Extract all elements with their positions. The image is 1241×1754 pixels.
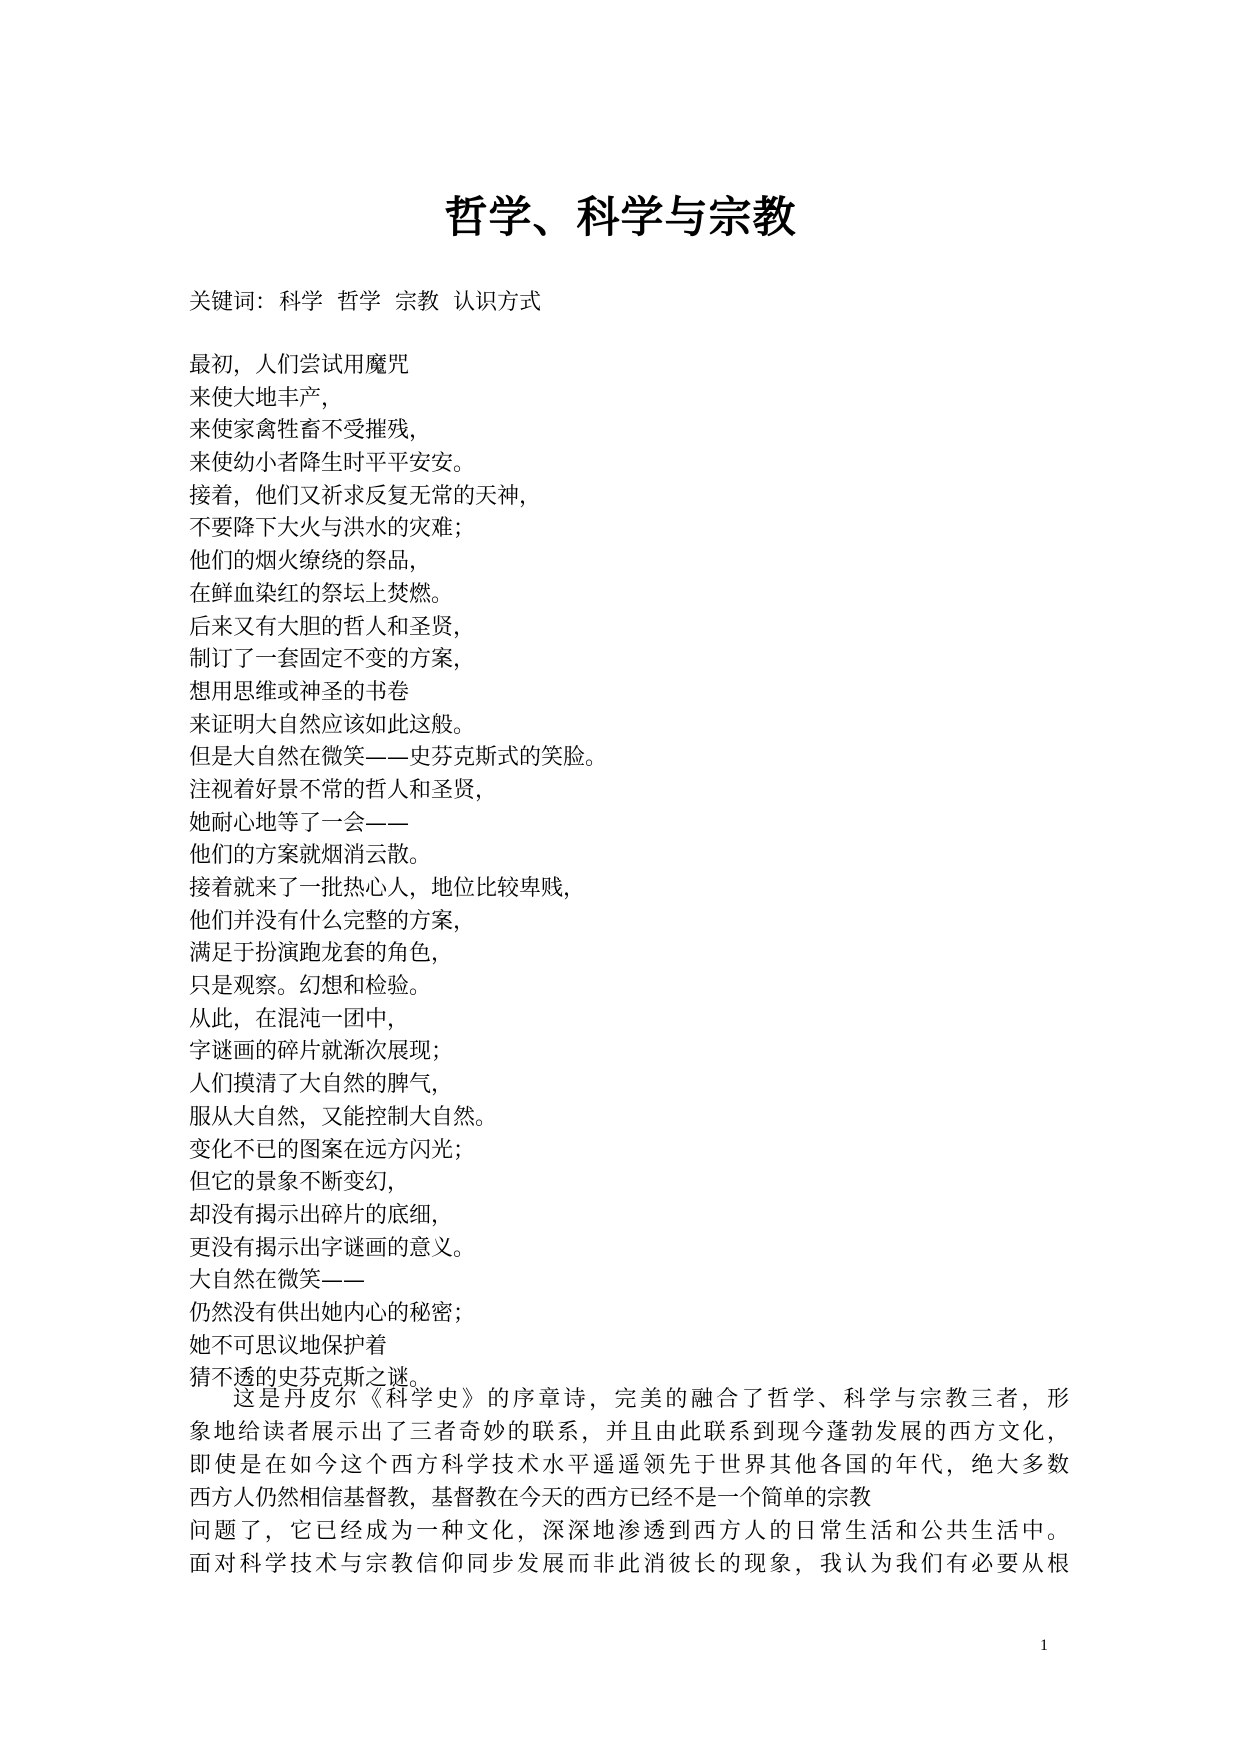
poem-line: 仍然没有供出她内心的秘密；: [189, 1300, 476, 1326]
poem-line: 在鲜血染红的祭坛上焚燃。: [189, 581, 454, 607]
keyword-item: 科学: [279, 290, 324, 315]
page-number: 1: [1040, 1637, 1048, 1654]
poem-line: 她耐心地等了一会——: [189, 810, 410, 836]
poem-line: 从此，在混沌一团中，: [189, 1006, 410, 1032]
keyword-item: 宗教: [395, 290, 440, 315]
poem-line: 变化不已的图案在远方闪光；: [189, 1137, 476, 1163]
poem-line: 制订了一套固定不变的方案，: [189, 647, 476, 673]
poem-line: 满足于扮演跑龙套的角色，: [189, 941, 454, 967]
poem-line: 来使家禽牲畜不受摧残，: [189, 418, 432, 444]
keywords-label: 关键词：: [189, 290, 278, 315]
poem-line: 服从大自然，又能控制大自然。: [189, 1104, 498, 1130]
poem-line: 但它的景象不断变幻，: [189, 1170, 410, 1196]
paragraph-line: 即使是在如今这个西方科学技术水平遥遥领先于世界其他各国的年代，绝大多数: [189, 1453, 1069, 1478]
poem-line: 更没有揭示出字谜画的意义。: [189, 1235, 476, 1261]
poem-line: 他们并没有什么完整的方案，: [189, 908, 476, 934]
poem-line: 他们的烟火缭绕的祭品，: [189, 549, 432, 575]
paragraph-line: 问题了，它已经成为一种文化，深深地渗透到西方人的日常生活和公共生活中。: [189, 1519, 1069, 1544]
keyword-item: 哲学: [337, 290, 382, 315]
poem-line: 大自然在微笑——: [189, 1268, 366, 1294]
poem-line: 猜不透的史芬克斯之谜。: [189, 1366, 432, 1392]
poem-line: 但是大自然在微笑——史芬克斯式的笑脸。: [189, 745, 608, 771]
keyword-item: 认识方式: [453, 290, 542, 315]
document-title: 哲学、科学与宗教: [444, 193, 797, 243]
poem-line: 来使大地丰产，: [189, 385, 344, 411]
paragraph-line: 西方人仍然相信基督教，基督教在今天的西方已经不是一个简单的宗教: [189, 1486, 872, 1511]
poem-line: 来证明大自然应该如此这般。: [189, 712, 476, 738]
poem-line: 他们的方案就烟消云散。: [189, 843, 432, 869]
paragraph-line: 象地给读者展示出了三者奇妙的联系，并且由此联系到现今蓬勃发展的西方文化，: [189, 1420, 1069, 1445]
poem-block: [189, 350, 607, 1396]
poem-line: 接着就来了一批热心人，地位比较卑贱，: [189, 876, 586, 901]
poem-line: 注视着好景不常的哲人和圣贤，: [189, 777, 498, 803]
paragraph-line: 这是丹皮尔《科学史》的序章诗，完美的融合了哲学、科学与宗教三者，形: [233, 1387, 1069, 1412]
paragraph-line: 面对科学技术与宗教信仰同步发展而非此消彼长的现象，我认为我们有必要从根: [189, 1552, 1069, 1577]
poem-line: 字谜画的碎片就渐次展现；: [189, 1039, 454, 1065]
poem-line: 不要降下大火与洪水的灾难；: [189, 516, 476, 542]
poem-line: 来使幼小者降生时平平安安。: [189, 451, 476, 477]
keywords-line: [189, 286, 555, 320]
poem-line: 最初，人们尝试用魔咒: [189, 353, 410, 378]
poem-line: 人们摸清了大自然的脾气，: [189, 1072, 454, 1098]
poem-line: 她不可思议地保护着: [189, 1333, 388, 1359]
poem-line: 后来又有大胆的哲人和圣贤，: [189, 614, 476, 640]
poem-line: 想用思维或神圣的书卷: [189, 679, 410, 705]
poem-line: 接着，他们又祈求反复无常的天神，: [189, 483, 542, 509]
poem-line: 却没有揭示出碎片的底细，: [189, 1202, 454, 1228]
body-paragraph: [189, 1383, 1069, 1581]
poem-line: 只是观察。幻想和检验。: [189, 974, 432, 1000]
